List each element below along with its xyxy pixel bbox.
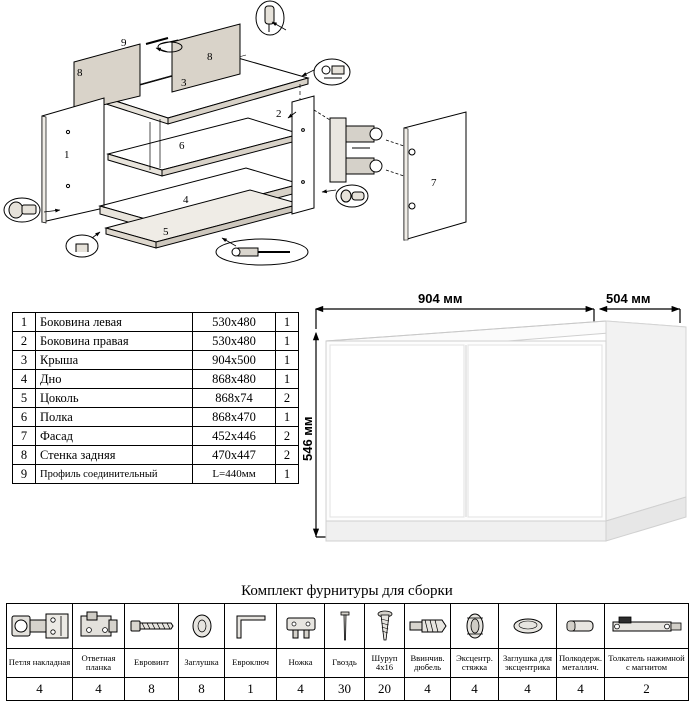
- part-dimension: 530х480: [193, 313, 276, 332]
- table-row: [13, 332, 299, 351]
- part-door: [404, 112, 466, 240]
- hardware-count: 4: [451, 678, 499, 701]
- cam-cap-icon-cell: [499, 604, 557, 649]
- part-quantity: 1: [276, 313, 299, 332]
- hardware-label: Эксцентр. стяжка: [451, 649, 499, 678]
- part-quantity: 2: [276, 389, 299, 408]
- hardware-count: 8: [125, 678, 179, 701]
- part-name: Крыша: [36, 351, 193, 370]
- hardware-label: Шуруп 4х16: [365, 649, 405, 678]
- callout-4: 4: [183, 194, 189, 206]
- part-left-side: [42, 98, 104, 223]
- hardware-label: Ножка: [277, 649, 325, 678]
- hardware-label: Полкодерж. металлич.: [557, 649, 605, 678]
- part-number: 5: [13, 389, 36, 408]
- part-dimension: 452х446: [193, 427, 276, 446]
- euro-screw-icon-cell: [125, 604, 179, 649]
- hardware-count: 4: [277, 678, 325, 701]
- hardware-label: Заглушка для эксцентрика: [499, 649, 557, 678]
- part-name: Боковина левая: [36, 313, 193, 332]
- screw-icon: [367, 606, 403, 646]
- part-quantity: 1: [276, 370, 299, 389]
- euro-key-icon-cell: [225, 604, 277, 649]
- part-shelf: [108, 118, 300, 176]
- hardware-label: Толкатель нажимной с магнитом: [605, 649, 689, 678]
- hardware-label-row: [7, 649, 689, 678]
- part-dimension: L=440мм: [193, 465, 276, 484]
- overlay-hinge-icon: [9, 606, 71, 646]
- part-right-side: [292, 96, 314, 214]
- hinge-detail-group: [330, 118, 382, 182]
- part-dimension: 904х500: [193, 351, 276, 370]
- euro-screw-icon: [127, 606, 177, 646]
- part-quantity: 1: [276, 465, 299, 484]
- assembled-cabinet-drawing: [300, 285, 694, 575]
- nail-icon-cell: [325, 604, 365, 649]
- screw-in-dowel-icon-cell: [405, 604, 451, 649]
- part-name: Стенка задняя: [36, 446, 193, 465]
- part-dimension: 530х480: [193, 332, 276, 351]
- hardware-count: 1: [225, 678, 277, 701]
- shelf-support-icon: [559, 606, 603, 646]
- part-quantity: 2: [276, 446, 299, 465]
- depth-label: 504 мм: [606, 291, 651, 306]
- table-row: [13, 370, 299, 389]
- part-dimension: 470х447: [193, 446, 276, 465]
- part-number: 8: [13, 446, 36, 465]
- screw-icon-cell: [365, 604, 405, 649]
- hardware-kit: [6, 603, 688, 701]
- hardware-count-row: [7, 678, 689, 701]
- hardware-label: Гвоздь: [325, 649, 365, 678]
- part-name: Профиль соединительный: [36, 465, 193, 484]
- hardware-count: 20: [365, 678, 405, 701]
- table-row: [13, 427, 299, 446]
- part-dimension: 868х74: [193, 389, 276, 408]
- part-number: 4: [13, 370, 36, 389]
- part-number: 9: [13, 465, 36, 484]
- magnetic-catch-icon-cell: [605, 604, 689, 649]
- hardware-kit-title: Комплект фурнитуры для сборки: [241, 583, 453, 599]
- part-number: 2: [13, 332, 36, 351]
- part-number: 3: [13, 351, 36, 370]
- part-name: Боковина правая: [36, 332, 193, 351]
- table-row: [13, 313, 299, 332]
- dimension-depth: [600, 309, 680, 323]
- hardware-count: 4: [73, 678, 125, 701]
- hardware-icon-row: [7, 604, 689, 649]
- cam-cap-icon: [502, 606, 554, 646]
- part-quantity: 1: [276, 351, 299, 370]
- part-name: Цоколь: [36, 389, 193, 408]
- table-row: [13, 351, 299, 370]
- hardware-label: Евроключ: [225, 649, 277, 678]
- hardware-kit-table: [6, 603, 689, 701]
- detail-circle-left-foot: [66, 235, 98, 257]
- table-row: [13, 389, 299, 408]
- shelf-support-icon-cell: [557, 604, 605, 649]
- table-row: [13, 408, 299, 427]
- part-dimension: 868х470: [193, 408, 276, 427]
- part-number: 1: [13, 313, 36, 332]
- hinge-plate-icon: [75, 606, 123, 646]
- cabinet-body: [326, 321, 686, 541]
- foot-icon-cell: [277, 604, 325, 649]
- callout-9: 9: [121, 37, 127, 49]
- hardware-count: 30: [325, 678, 365, 701]
- screw-in-dowel-icon: [406, 606, 450, 646]
- overlay-hinge-icon-cell: [7, 604, 73, 649]
- parts-table-body: [13, 313, 299, 484]
- callout-3: 3: [181, 77, 187, 89]
- hardware-count: 4: [499, 678, 557, 701]
- part-number: 6: [13, 408, 36, 427]
- hardware-label: Евровинт: [125, 649, 179, 678]
- hardware-count: 4: [557, 678, 605, 701]
- exploded-assembly-diagram: [0, 0, 694, 285]
- callout-2: 2: [276, 108, 282, 120]
- callout-7: 7: [431, 177, 437, 189]
- detail-circle-right-hardware: [336, 185, 368, 207]
- foot-icon: [279, 606, 323, 646]
- part-name: Дно: [36, 370, 193, 389]
- detail-circle-left-bottom: [4, 198, 40, 222]
- cap-icon-cell: [179, 604, 225, 649]
- detail-circle-top-right: [314, 59, 350, 85]
- hardware-label: Ввинчив. дюбель: [405, 649, 451, 678]
- callout-1: 1: [64, 149, 70, 161]
- hardware-count: 4: [7, 678, 73, 701]
- part-dimension: 868х480: [193, 370, 276, 389]
- cap-icon: [181, 606, 223, 646]
- parts-table: [12, 312, 299, 484]
- callout-5: 5: [163, 226, 169, 238]
- cam-lock-icon-cell: [451, 604, 499, 649]
- callout-8-right: 8: [207, 51, 213, 63]
- table-row: [13, 446, 299, 465]
- height-label: 546 мм: [300, 416, 315, 461]
- hardware-count: 2: [605, 678, 689, 701]
- part-quantity: 1: [276, 408, 299, 427]
- part-number: 7: [13, 427, 36, 446]
- hinge-plate-icon-cell: [73, 604, 125, 649]
- hardware-label: Ответная планка: [73, 649, 125, 678]
- callout-6: 6: [179, 140, 185, 152]
- width-label: 904 мм: [418, 291, 463, 306]
- hardware-count: 8: [179, 678, 225, 701]
- hardware-count: 4: [405, 678, 451, 701]
- hardware-label: Заглушка: [179, 649, 225, 678]
- nail-icon: [327, 606, 363, 646]
- part-name: Полка: [36, 408, 193, 427]
- magnetic-catch-icon: [607, 606, 687, 646]
- detail-circle-top-center: [256, 1, 284, 35]
- hardware-label: Петля накладная: [7, 649, 73, 678]
- euro-key-icon: [227, 606, 275, 646]
- table-row: [13, 465, 299, 484]
- callout-8-left: 8: [77, 67, 83, 79]
- part-quantity: 1: [276, 332, 299, 351]
- part-quantity: 2: [276, 427, 299, 446]
- part-name: Фасад: [36, 427, 193, 446]
- cam-lock-icon: [453, 606, 497, 646]
